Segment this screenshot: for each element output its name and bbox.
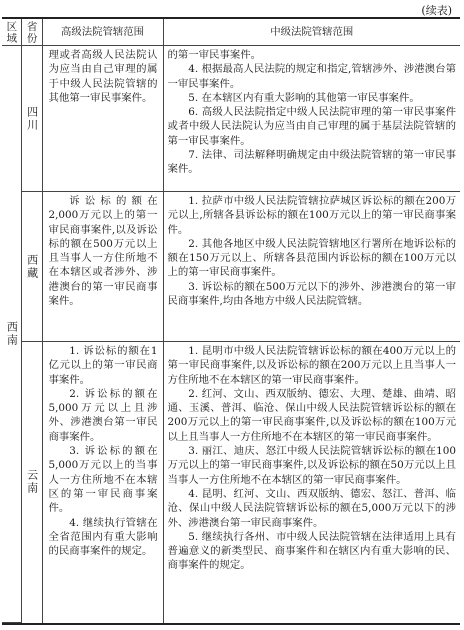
jurisdiction-table-wrapper xyxy=(2,17,460,625)
mid-court-text: 7. 法律、司法解释明确规定由中级法院管辖的第一审民事案件。 xyxy=(167,149,456,176)
header-province: 省份 xyxy=(21,19,42,46)
mid-court-text: 2. 红河、文山、西双版纳、德宏、大理、楚雄、曲靖、昭通、玉溪、普洱、临沧、保山中级人民法院管辖诉讼标的额在200万元以上的第一审民商事案件,以及诉讼标的额在100万元以上且当事人一方住所地不在本辖区的第一审民商事案件。 xyxy=(167,387,456,443)
high-court-text: 理或者高级人民法院认为应当由自己审理的属于中级人民法院管辖的其他第一审民事案件。 xyxy=(48,49,158,104)
province-cell: 云南 xyxy=(21,342,42,623)
mid-court-text: 4. 根据最高人民法院的规定和指定,管辖涉外、涉港澳台第一审民事案件。 xyxy=(167,63,456,90)
high-court-text: 3. 诉讼标的额在5,000万元以上的当事人一方住所地不在本辖区的第一审民商事案件。 xyxy=(48,445,158,515)
mid-court-text: 6. 高级人民法院指定中级人民法院审理的第一审民事案件或者中级人民法院认为应当由自己审理的属于基层法院管辖的第一审民事案件。 xyxy=(167,106,456,147)
mid-court-cell xyxy=(163,192,460,342)
table-row xyxy=(2,192,460,342)
high-court-text: 2. 诉讼标的额在5,000万元以上且涉外、涉港澳台第一审民商事案件。 xyxy=(48,387,158,443)
mid-court-text: 的第一审民事案件。 xyxy=(167,49,262,61)
province-cell: 四川 xyxy=(21,46,42,192)
mid-court-text: 3. 丽江、迪庆、怒江中级人民法院管辖诉讼标的额在100万元以上的第一审民商事案件,以及诉讼标的额在50万元以上且当事人一方住所地不在本辖区的第一审民商事案件。 xyxy=(167,445,456,486)
mid-court-text: 4. 昆明、红河、文山、西双版纳、德宏、怒江、普洱、临沧、保山中级人民法院管辖诉讼标的额在5,000万元以下的涉外、涉港澳台第一审民商事案件。 xyxy=(167,487,456,529)
high-court-cell xyxy=(42,342,163,623)
header-row xyxy=(2,19,460,46)
high-court-cell xyxy=(42,192,163,342)
mid-court-text: 3. 诉讼标的额在500万元以下的涉外、涉港澳台的第一审民商事案件,均由各地方中级人民法院管辖。 xyxy=(167,280,456,308)
high-court-cell xyxy=(42,46,163,192)
mid-court-text: 5. 在本辖区内有重大影响的其他第一审民事案件。 xyxy=(188,91,420,104)
table-row xyxy=(2,46,460,192)
header-high-court: 高级法院管辖范围 xyxy=(42,19,163,46)
high-court-text: 4. 继续执行管辖在全省范围内有重大影响的民商事案件的规定。 xyxy=(48,516,158,558)
mid-court-cell xyxy=(163,342,460,623)
mid-court-cell xyxy=(163,46,460,192)
header-mid-court: 中级法院管辖范围 xyxy=(163,19,460,46)
mid-court-text: 5. 继续执行各州、市中级人民法院管辖在法律适用上具有普遍意义的新类型民、商事案件和在辖区内有重大影响的民、商事案件的规定。 xyxy=(167,530,456,572)
province-cell: 西藏 xyxy=(21,192,42,342)
mid-court-text: 2. 其他各地区中级人民法院管辖地区行署所在地诉讼标的额在150万元以上、所辖各县范围内诉讼标的额在100万元以上的第一审民商事案件。 xyxy=(167,237,456,279)
mid-court-text: 1. 昆明市中级人民法院管辖诉讼标的额在400万元以上的第一审民商事案件,以及诉讼标的额在200万元以上且当事人一方住所地不在本辖区的第一审民商事案件。 xyxy=(167,345,456,386)
continued-label: (续表) xyxy=(421,4,452,17)
jurisdiction-table xyxy=(2,19,460,623)
table-row xyxy=(2,342,460,623)
region-cell: 西南 xyxy=(2,46,21,623)
high-court-text: 1. 诉讼标的额在1亿元以上的第一审民商事案件。 xyxy=(48,345,158,386)
high-court-text: 诉讼标的额在2,000万元以上的第一审民商事案件,以及诉讼标的额在500万元以上且当事人一方住所地不在本辖区或者涉外、涉港澳台的第一审民商事案件。 xyxy=(48,195,158,308)
header-region: 区域 xyxy=(2,19,21,46)
mid-court-text: 1. 拉萨市中级人民法院管辖拉萨城区诉讼标的额在200万元以上,所辖各县诉讼标的额在100万元以上的第一审民商事案件。 xyxy=(167,195,456,236)
